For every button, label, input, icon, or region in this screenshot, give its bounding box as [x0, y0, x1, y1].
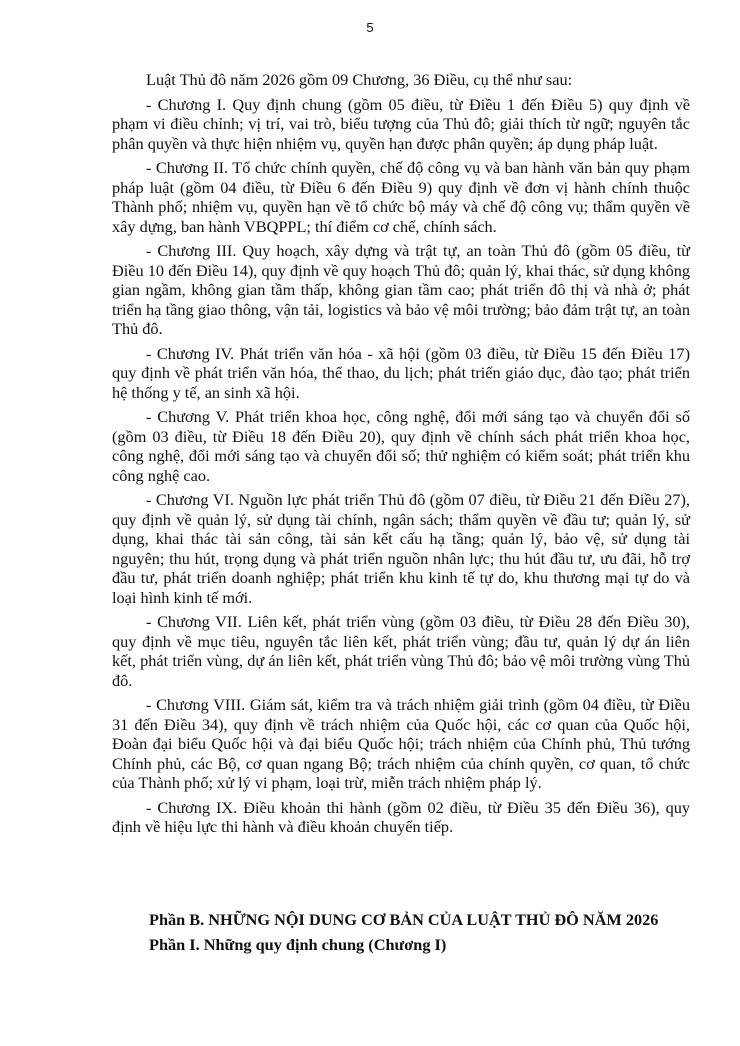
page-number: 5 [366, 20, 374, 35]
intro-paragraph: Luật Thủ đô năm 2026 gồm 09 Chương, 36 Điều, cụ thể như sau: [146, 70, 573, 89]
chapter-8-paragraph: - Chương VIII. Giám sát, kiểm tra và trách nhiệm giải trình (gồm 04 điều, từ Điều 31 đến Điều 34), quy định về trách nhiệm của Quốc hội, các cơ quan của Quốc hội, Đoàn đại biểu Quốc hội và đại biểu Quốc hội; trách nhiệm của Chính phủ, Thủ tướng Chính phủ, các Bộ, cơ quan ngang Bộ; trách nhiệm của chính quyền, cơ quan, tổ chức của Thành phố; xử lý vi phạm, loại trừ, miễn trách nhiệm pháp lý. [112, 695, 690, 792]
chapter-7-paragraph: - Chương VII. Liên kết, phát triển vùng (gồm 03 điều, từ Điều 28 đến Điều 30), quy định về mục tiêu, nguyên tắc liên kết, phát triển vùng; đầu tư, quản lý dự án liên kết, phát triển vùng, dự án liên kết, phát triển vùng Thủ đô; bảo vệ môi trường vùng Thủ đô. [112, 612, 690, 690]
chapter-9-paragraph: - Chương IX. Điều khoản thi hành (gồm 02 điều, từ Điều 35 đến Điều 36), quy định về hiệu lực thi hành và điều khoản chuyển tiếp. [112, 797, 690, 836]
document-body [112, 70, 690, 842]
chapter-1-paragraph: - Chương I. Quy định chung (gồm 05 điều, từ Điều 1 đến Điều 5) quy định về phạm vi điều chỉnh; vị trí, vai trò, biểu tượng của Thủ đô; giải thích từ ngữ; nguyên tắc phân quyền và thực hiện nhiệm vụ, quyền hạn được phân quyền; áp dụng pháp luật. [112, 94, 690, 153]
part-b-heading: Phần B. NHỮNG NỘI DUNG CƠ BẢN CỦA LUẬT THỦ ĐÔ NĂM 2026 [149, 910, 659, 929]
chapter-5-paragraph: - Chương V. Phát triển khoa học, công nghệ, đổi mới sáng tạo và chuyển đổi số (gồm 03 điều, từ Điều 18 đến Điều 20), quy định về chính sách phát triển khoa học, công nghệ, đổi mới sáng tạo và chuyển đổi số; thử nghiệm có kiểm soát; phát triển khu công nghệ cao. [112, 407, 690, 485]
chapter-2-paragraph: - Chương II. Tổ chức chính quyền, chế độ công vụ và ban hành văn bản quy phạm pháp luật (gồm 04 điều, từ Điều 6 đến Điều 9) quy định về đơn vị hành chính thuộc Thành phố; nhiệm vụ, quyền hạn về tổ chức bộ máy và chế độ công vụ; thẩm quyền về xây dựng, ban hành VBQPPL; thí điểm cơ chế, chính sách. [112, 158, 690, 236]
chapter-6-paragraph: - Chương VI. Nguồn lực phát triển Thủ đô (gồm 07 điều, từ Điều 21 đến Điều 27), quy định về quản lý, sử dụng tài chính, ngân sách; thẩm quyền về đầu tư; quản lý, sử dụng, khai thác tài sản công, tài sản kết cấu hạ tầng; quản lý, bảo vệ, sử dụng tài nguyên; thu hút, trọng dụng và phát triển nguồn nhân lực; thu hút đầu tư, ưu đãi, hỗ trợ đầu tư, phát triển doanh nghiệp; phát triển khu kinh tế tự do, khu thương mại tự do và loại hình kinh tế mới. [112, 490, 690, 607]
chapter-4-paragraph: - Chương IV. Phát triển văn hóa - xã hội (gồm 03 điều, từ Điều 15 đến Điều 17) quy định về phát triển văn hóa, thể thao, du lịch; phát triển giáo dục, đào tạo; phát triển hệ thống y tế, an sinh xã hội. [112, 343, 690, 402]
chapter-3-paragraph: - Chương III. Quy hoạch, xây dựng và trật tự, an toàn Thủ đô (gồm 05 điều, từ Điều 10 đến Điều 14), quy định về quy hoạch Thủ đô; quản lý, khai thác, sử dụng không gian ngầm, không gian tầm thấp, không gian tầm cao; phát triển đô thị và nhà ở; phát triển hạ tầng giao thông, vận tải, logistics và bảo vệ môi trường; bảo đảm trật tự, an toàn Thủ đô. [112, 241, 690, 338]
part-i-heading: Phần I. Những quy định chung (Chương I) [149, 935, 447, 954]
